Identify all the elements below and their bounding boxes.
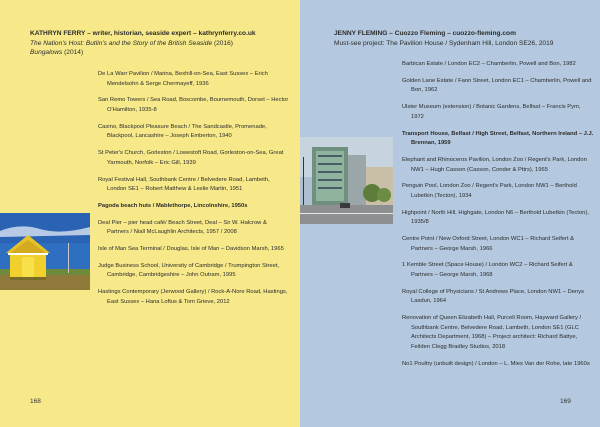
list-item: Hastings Contemporary (Jerwood Gallery) / Rock-A-Nore Road, Hastings, East Sussex – Hana Loftus & Tom Grieve, 2012 — [98, 289, 288, 305]
list-item: Isle of Man Sea Terminal / Douglas, Isle of Man – Davidson Marsh, 1965 — [98, 246, 284, 253]
list-item: Elephant and Rhinoceros Pavilion, London Zoo / Regent's Park, London NW1 – Hugh Casson (Casson, Conder & Pttrs), 1965 — [402, 156, 587, 173]
author-name-line: JENNY FLEMING – Cuozzo Fleming – cuozzo-fleming.com — [334, 30, 516, 37]
list-item: De La Warr Pavilion / Marina, Bexhill-on-Sea, East Sussex – Erich Mendelsohn & Serge Chermayeff, 1936 — [98, 71, 268, 87]
list-item: Deal Pier – pier head café/ Beach Street, Deal – Sir W. Halcrow & Partners / Niall McLaughlin Architects, 1957 / 2008 — [98, 219, 267, 236]
list-item: Casino, Blackpool Pleasure Beach / The Sandcastle, Promenade, Blackpool, Lancashire – Joseph Emberton, 1940 — [98, 123, 267, 140]
list-item: 1 Kemble Street (Space House) / London WC2 – Richard Seifert & Partners – George Marsh, 1968 — [402, 262, 573, 278]
page-number-right: 169 — [560, 398, 571, 405]
transport-house-image — [300, 137, 393, 224]
author-block-kathryn-ferry — [30, 29, 292, 58]
list-item: Royal College of Physicians / St Andrews Place, London NW1 – Denys Lasdun, 1964 — [402, 288, 585, 305]
must-see-project: Must-see project: The Pavilion House / Sydenham Hill, London SE26, 2019 — [334, 39, 554, 47]
right-page — [300, 0, 600, 427]
book-year-2: (2014) — [62, 49, 84, 56]
list-item: Royal Festival Hall, Southbank Centre / Belvedere Road, Lambeth, London SE1 – Robert Matthew & Leslie Martin, 1951 — [98, 176, 270, 193]
list-item: Judge Business School, University of Cambridge / Trumpington Street, Cambridge, Cambridgeshire – John Outram, 1995 — [98, 262, 280, 279]
list-item: Ulster Museum (extension) / Botanic Gardens, Belfast – Francis Pym, 1972 — [402, 104, 581, 120]
list-item: Centre Point / New Oxford Street, London WC1 – Richard Seifert & Partners – George Marsh, 1966 — [402, 236, 575, 252]
pagoda-beach-hut-image — [0, 213, 90, 290]
page-number-left: 168 — [30, 398, 41, 405]
list-item: Pagoda beach huts / Mablethorpe, Lincolnshire, 1950s — [98, 202, 248, 209]
author-name-line: KATHRYN FERRY – writer, historian, seaside expert – kathrynferry.co.uk — [30, 30, 256, 37]
book-line-2 — [30, 48, 292, 58]
list-item: Golden Lane Estate / Fann Street, London EC1 – Chamberlin, Powell and Bon, 1962 — [402, 77, 592, 94]
list-item: No1 Poultry (unbuilt design) / London – L. Mies Van der Rohe, late 1960s — [402, 360, 590, 367]
pagoda-beach-hut-photo — [0, 213, 90, 290]
list-item: Penguin Pool, London Zoo / Regent's Park, London NW1 – Berthold Lubetkin (Tecton), 1934 — [402, 183, 577, 199]
author-block-jenny-fleming — [334, 29, 594, 48]
book-line-1 — [30, 39, 292, 49]
right-entries-list — [402, 60, 594, 377]
list-item: San Remo Towers / Sea Road, Boscombe, Bournemouth, Dorset – Hector O'Hamilton, 1935-8 — [98, 97, 289, 113]
list-item: Renovation of Queen Elizabeth Hall, Purcell Room, Hayward Gallery / Southbank Centre, Belvedere Road, Lambeth, London SE1 (GLC Architects Department, 1968) – Project architect: Richard Battye, Feilden Clegg Bradley Studios, 2018 — [402, 315, 582, 350]
list-item: Barbican Estate / London EC2 – Chamberlin, Powell and Bon, 1982 — [402, 61, 576, 67]
book-title-2: Bungalows — [30, 49, 63, 56]
transport-house-belfast-photo — [300, 137, 393, 224]
list-item: Transport House, Belfast / High Street, Belfast, Northern Ireland – J.J. Brennan, 1959 — [402, 130, 594, 147]
list-item: St Peter's Church, Gorleston / Lowestoft Road, Gorleston-on-Sea, Great Yarmouth, Norfolk – Eric Gill, 1939 — [98, 150, 284, 166]
book-year-1: (2016) — [212, 39, 234, 47]
list-item: Highpoint / North Hill, Highgate, London N6 – Berthold Lubetkin (Tecton), 1935/8 — [402, 209, 589, 226]
book-title-1: The Nation's Host: Butlin's and the Story of the British Seaside — [30, 39, 213, 47]
left-entries-list — [98, 70, 290, 315]
